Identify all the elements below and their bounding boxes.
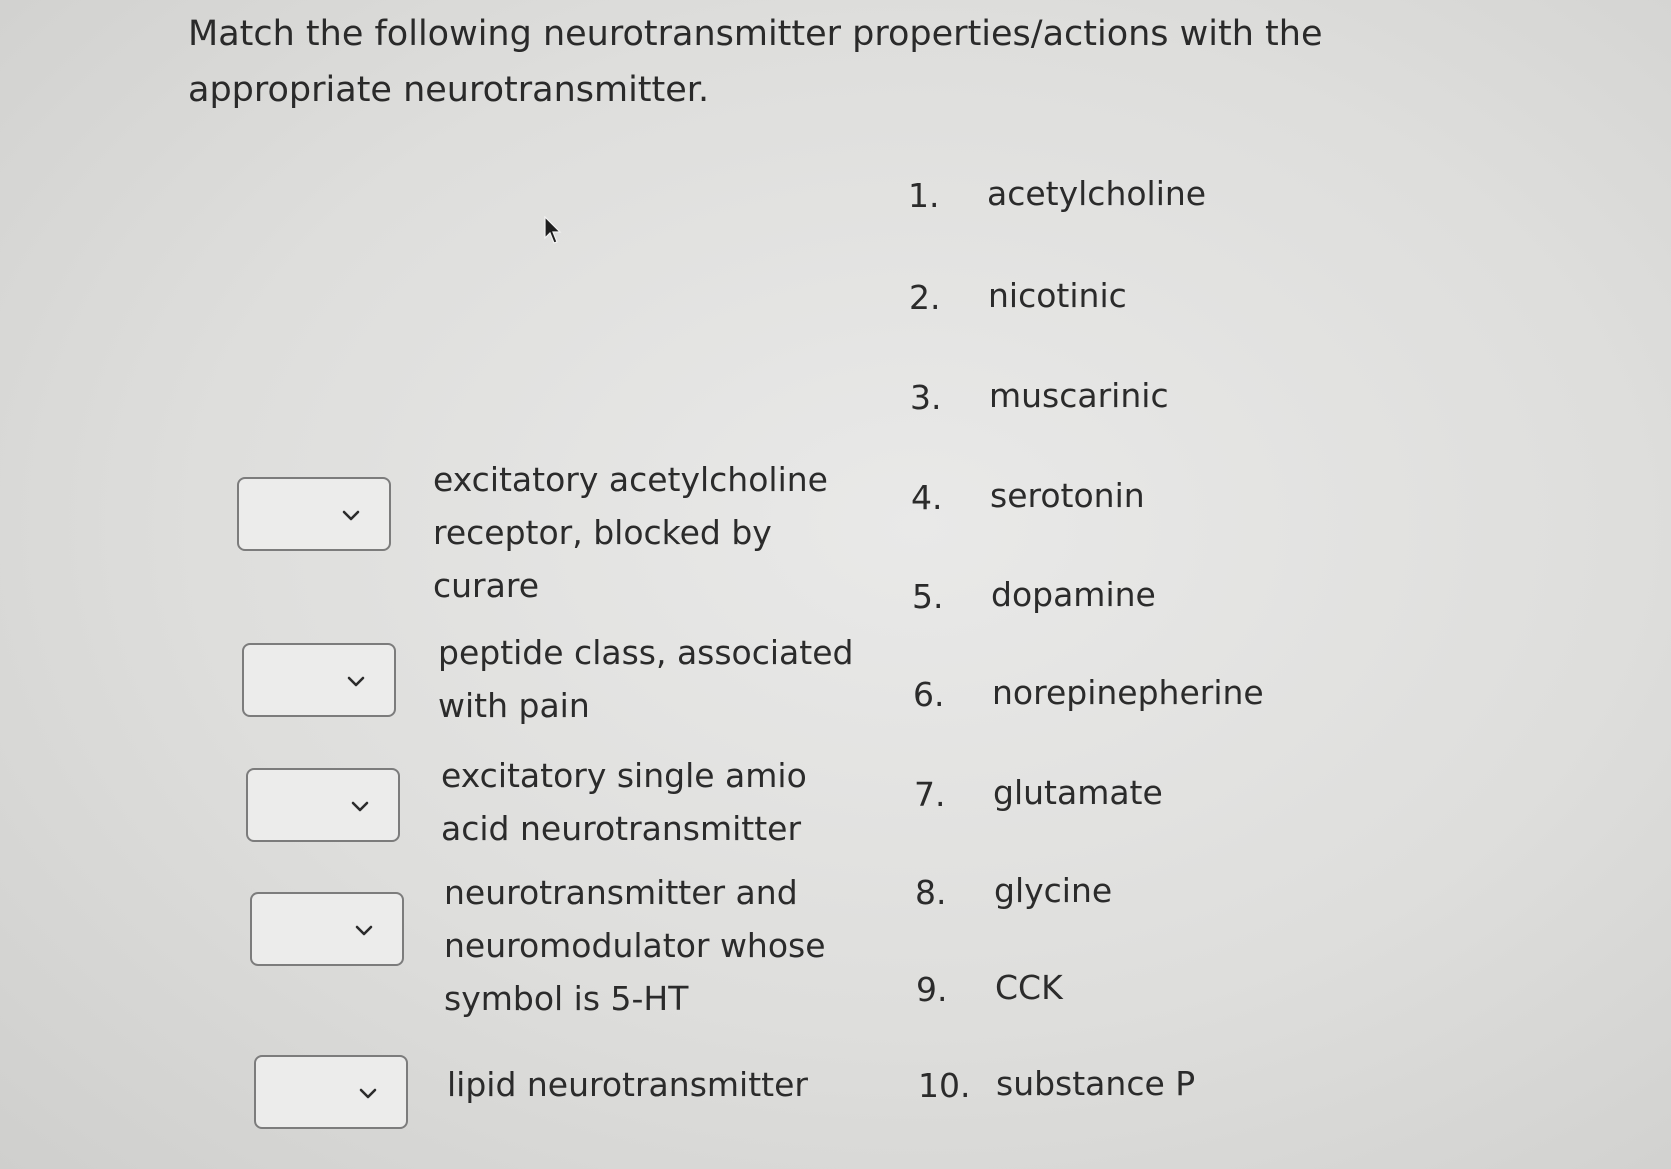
option-number-9: 9. xyxy=(916,970,948,1009)
chevron-down-icon xyxy=(358,1083,378,1103)
option-label-1: acetylcholine xyxy=(987,174,1207,213)
match-prompt-4: neurotransmitter and neuromodulator whose symbol is 5-HT xyxy=(444,873,826,1018)
option-label-3: muscarinic xyxy=(989,376,1169,415)
option-label-10: substance P xyxy=(996,1064,1196,1103)
answer-select-4[interactable] xyxy=(250,892,404,966)
option-number-5: 5. xyxy=(912,577,944,616)
option-number-4: 4. xyxy=(911,478,943,517)
answer-select-1[interactable] xyxy=(237,477,391,551)
option-label-2: nicotinic xyxy=(988,276,1127,315)
answer-select-2[interactable] xyxy=(242,643,396,717)
option-number-6: 6. xyxy=(913,675,945,714)
answer-select-3[interactable] xyxy=(246,768,400,842)
match-prompt-5: lipid neurotransmitter xyxy=(447,1065,808,1104)
option-number-2: 2. xyxy=(909,278,941,317)
match-prompt-2: peptide class, associated with pain xyxy=(438,633,854,725)
chevron-down-icon xyxy=(341,505,361,525)
match-prompt-3: excitatory single amio acid neurotransmitter xyxy=(441,756,807,848)
chevron-down-icon xyxy=(354,920,374,940)
option-number-7: 7. xyxy=(914,775,946,814)
option-number-1: 1. xyxy=(908,176,940,215)
question-title: Match the following neurotransmitter properties/actions with the appropriate neurotransmitter. xyxy=(188,14,1323,110)
option-label-5: dopamine xyxy=(991,575,1156,614)
option-label-7: glutamate xyxy=(993,773,1163,812)
option-label-9: CCK xyxy=(995,968,1063,1007)
mouse-cursor-icon xyxy=(543,216,563,246)
answer-select-5[interactable] xyxy=(254,1055,408,1129)
match-prompt-1: excitatory acetylcholine receptor, blocked by curare xyxy=(433,460,828,605)
option-label-6: norepinepherine xyxy=(992,673,1264,712)
option-number-8: 8. xyxy=(915,873,947,912)
chevron-down-icon xyxy=(346,671,366,691)
chevron-down-icon xyxy=(350,796,370,816)
option-number-10: 10. xyxy=(918,1066,971,1105)
option-label-8: glycine xyxy=(994,871,1113,910)
option-number-3: 3. xyxy=(910,378,942,417)
option-label-4: serotonin xyxy=(990,476,1145,515)
